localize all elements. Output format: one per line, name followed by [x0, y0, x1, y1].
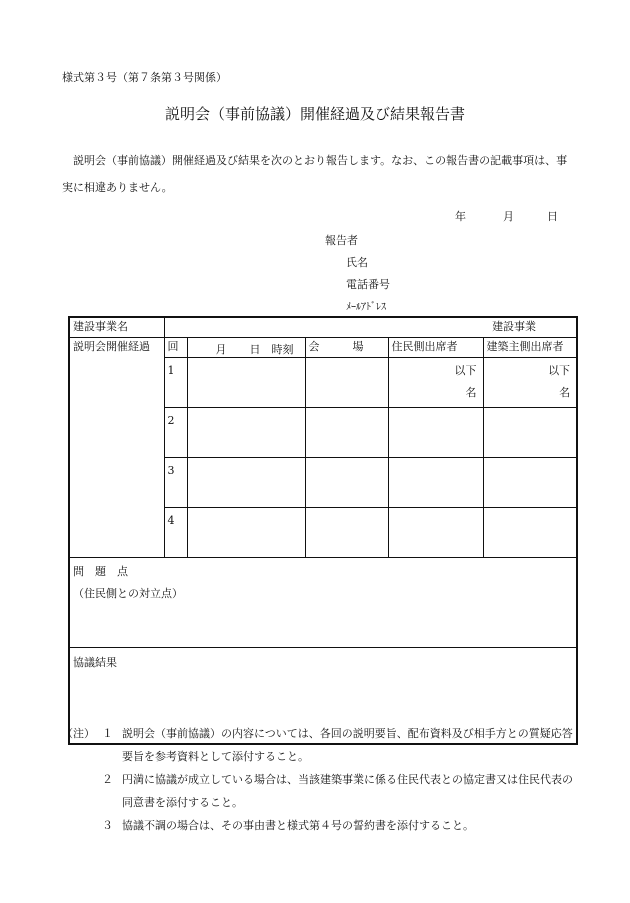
project-suffix: 建設事業 [492, 320, 537, 333]
intro-paragraph: 説明会（事前協議）開催経過及び結果を次のとおり報告します。なお、この報告書の記載事項は、事実に相違ありません。 [62, 154, 568, 194]
residents-header: 住民側出席者 [388, 338, 483, 358]
issues-row [69, 558, 577, 648]
builder-count-cell[interactable] [483, 458, 577, 508]
date-month-label: 月 [503, 210, 514, 223]
builder-count-cell[interactable] [483, 358, 577, 408]
residents-count-cell[interactable] [388, 408, 483, 458]
builder-header: 建築主側出席者 [483, 338, 577, 358]
reporter-label: 報告者 [325, 234, 358, 247]
venue-cell[interactable] [305, 458, 388, 508]
datetime-header [187, 338, 305, 358]
venue-cell[interactable] [305, 508, 388, 558]
round-number: 4 [164, 508, 187, 558]
attendee-suffix-bottom: 名 [559, 386, 571, 399]
project-name-row [69, 317, 577, 338]
note-number: １ [102, 727, 113, 740]
issues-cell[interactable] [69, 558, 577, 648]
document-title: 説明会（事前協議）開催経過及び結果報告書 [164, 105, 465, 123]
datetime-day-label: 日 [249, 343, 261, 356]
reporter-phone-label: 電話番号 [346, 278, 390, 291]
reporter-name-label: 氏名 [346, 256, 368, 269]
round-number: 2 [164, 408, 187, 458]
note-prefix: （注） [62, 727, 95, 740]
history-label: 説明会開催経過 [69, 338, 164, 558]
round-number: 1 [164, 358, 187, 408]
attendee-suffix-bottom: 名 [465, 386, 477, 399]
venue-cell[interactable] [305, 358, 388, 408]
residents-count-cell[interactable] [388, 508, 483, 558]
note-text: 説明会（事前協議）の内容については、各回の説明要旨、配布資料及び相手方との質疑応答要旨を参考資料として添付すること。 [122, 727, 573, 763]
builder-count-cell[interactable] [483, 508, 577, 558]
note-number: ２ [102, 773, 113, 786]
datetime-month-label: 月 [215, 343, 227, 356]
builder-count-cell[interactable] [483, 408, 577, 458]
datetime-cell[interactable] [187, 508, 305, 558]
note-item [62, 814, 582, 837]
form-number-label: 様式第３号（第７条第３号関係） [62, 71, 227, 84]
round-number: 3 [164, 458, 187, 508]
date-year-label: 年 [455, 210, 466, 223]
venue-cell[interactable] [305, 408, 388, 458]
round-header: 回 [164, 338, 187, 358]
attendee-suffix-top: 以下 [454, 364, 477, 377]
project-name-label: 建設事業名 [69, 317, 164, 338]
note-text: 協議不調の場合は、その事由書と様式第４号の誓約書を添付すること。 [122, 819, 474, 832]
note-text: 円満に協議が成立している場合は、当該建築事業に係る住民代表との協定書又は住民代表の同意書を添付すること。 [122, 773, 573, 809]
note-item [62, 768, 582, 814]
issues-sublabel: （住民側との対立点） [73, 587, 183, 600]
note-item [62, 722, 582, 768]
attendee-suffix-top: 以下 [548, 364, 571, 377]
result-label: 協議結果 [73, 656, 117, 669]
datetime-cell[interactable] [187, 358, 305, 408]
date-day-label: 日 [547, 210, 558, 223]
residents-count-cell[interactable] [388, 358, 483, 408]
datetime-cell[interactable] [187, 408, 305, 458]
venue-header: 会 場 [305, 338, 388, 358]
report-table [68, 316, 578, 745]
note-number: ３ [102, 819, 113, 832]
issues-label: 問 題 点 [73, 565, 128, 578]
project-name-field[interactable] [164, 317, 577, 338]
residents-count-cell[interactable] [388, 458, 483, 508]
datetime-time-label: 時刻 [271, 343, 294, 356]
reporter-email-label: ﾒｰﾙｱﾄﾞﾚｽ [346, 302, 386, 313]
history-header-row [69, 338, 577, 358]
notes-section [62, 722, 582, 837]
datetime-cell[interactable] [187, 458, 305, 508]
